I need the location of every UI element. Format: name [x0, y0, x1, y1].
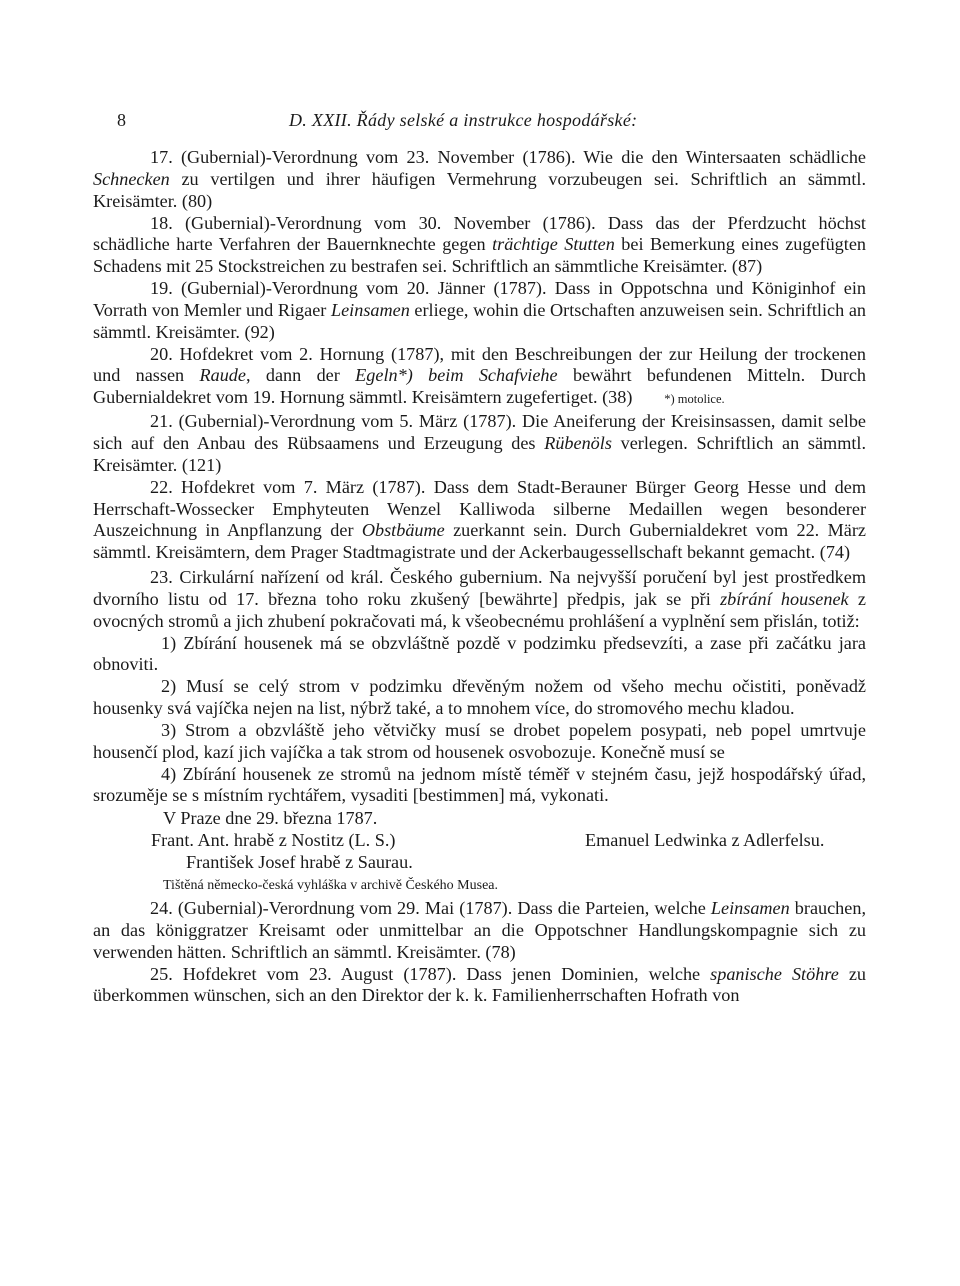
entry-21: 21. (Gubernial)-Verordnung vom 5. März (1787). Die Aneiferung der Kreisinsassen, damit selbe sich auf den Anbau des Rübsaamens und Erzeugung des Rübenöls verlegen. Schriftlich an sämmtl. Kreisämter. (121): [93, 411, 866, 475]
signer-second: František Josef hrabě z Saurau.: [186, 852, 413, 873]
entry-20-footnote: *) motolice.: [664, 392, 725, 407]
entry-25: 25. Hofdekret vom 23. August (1787). Dass jenen Dominien, welche spanische Stöhre zu überkommen wünschen, sich an den Direktor der k. k. Familienherrschaften Hofrath von: [93, 963, 866, 1006]
entry-17: 17. (Gubernial)-Verordnung vom 23. November (1786). Wie die den Wintersaaten schädliche Schnecken zu vertilgen und ihrer häufigen Vermehrung vorzubeugen sei. Schriftlich an sämmtl. Kreisämter. (80): [93, 147, 866, 211]
signer-left: Frant. Ant. hrabě z Nostitz (L. S.): [151, 830, 396, 851]
entry-19: 19. (Gubernial)-Verordnung vom 20. Jänner (1787). Dass in Oppotschna und Königinhof ein Vorrath von Memler und Rigaer Leinsamen erliege, wohin die Ortschaften anzuweisen sein. Schriftlich an sämmtl. Kreisämter. (92): [93, 278, 866, 342]
instruction-list: [93, 633, 866, 808]
list-item: 1) Zbírání housenek má se obzvláštně pozdě v podzimku předsevzíti, a zase při začátku jara obnoviti.: [93, 632, 866, 675]
list-item: 3) Strom a obzvláště jeho větvičky musí se drobet popelem posypati, neb popel umrtvuje housenčí plod, kazí jich vajíčka a tak strom od housenek osvobozuje. Konečně musí se: [93, 719, 866, 762]
running-title: D. XXII. Řády selské a instrukce hospodářské:: [289, 110, 638, 130]
document-body: [93, 147, 866, 1007]
signer-right: Emanuel Ledwinka z Adlerfelsu.: [585, 830, 825, 851]
source-note: Tištěná německo-česká vyhláška v archivě Českého Musea.: [163, 878, 498, 893]
date-line: V Praze dne 29. března 1787.: [163, 808, 378, 829]
signature-row: [93, 830, 866, 852]
entry-20-text: 20. Hofdekret vom 2. Hornung (1787), mit den Beschreibungen der zur Heilung der trockenen und nassen Raude, dann der Egeln*) beim Schafviehe bewährt befundenen Mitteln. Durch Gubernialdekret vom 19. Hornung sämmtl. Kreisämtern zugefertiget. (38): [93, 343, 866, 408]
page-number: 8: [117, 110, 126, 130]
entry-22: 22. Hofdekret vom 7. März (1787). Dass dem Stadt-Berauner Bürger Georg Hesse und dem Herrschaft-Wossecker Emphyteuten Wenzel Kalliwoda silberne Medaillen wegen besonderer Auszeichnung in Anpflanzung der Obstbäume zuerkannt sein. Durch Gubernialdekret vom 22. März sämmtl. Kreisämtern, dem Prager Stadtmagistrate und der Ackerbaugessellschaft bekannt gemacht. (74): [93, 476, 866, 563]
list-item: 4) Zbírání housenek ze stromů na jednom místě téměř v stejném času, jejž hospodářský úřad, srozuměje se s místním rychtářem, vysaditi [bestimmen] má, vykonati.: [93, 763, 866, 806]
entry-18: 18. (Gubernial)-Verordnung vom 30. November (1786). Dass das der Pferdzucht höchst schädliche harte Verfahren der Bauernknechte gegen trächtige Stutten bei Bemerkung eines zugefügten Schadens mit 25 Stockstreichen zu bestrafen sei. Schriftlich an sämmtliche Kreisämter. (87): [93, 212, 866, 277]
entry-24: 24. (Gubernial)-Verordnung vom 29. Mai (1787). Dass die Parteien, welche Leinsamen brauchen, an das königgratzer Kreisamt oder unmittelbar an die Oppotschner Handlungskompagnie sich zu verwenden hätten. Schriftlich an sämmtl. Kreisämter. (78): [93, 898, 866, 962]
entry-20: [93, 344, 866, 412]
list-item: 2) Musí se celý strom v podzimku dřevěným nožem od všeho mechu očistiti, poněvadž housenky svá vajíčka nejen na list, nýbrž také, a to mnohem více, do stromového mechu kladou.: [93, 676, 866, 719]
entry-23: 23. Cirkulární nařízení od král. Českého gubernium. Na nejvyšší poručení byl jest prostředkem dvorního listu od 17. března toho roku zkušený [bewährte] předpis, jak se při zbírání housenek z ovocných stromů a jich zhubení pokračovati má, k všeobecnému prohlášení a vyplnění sem přislán, totiž:: [93, 567, 866, 631]
